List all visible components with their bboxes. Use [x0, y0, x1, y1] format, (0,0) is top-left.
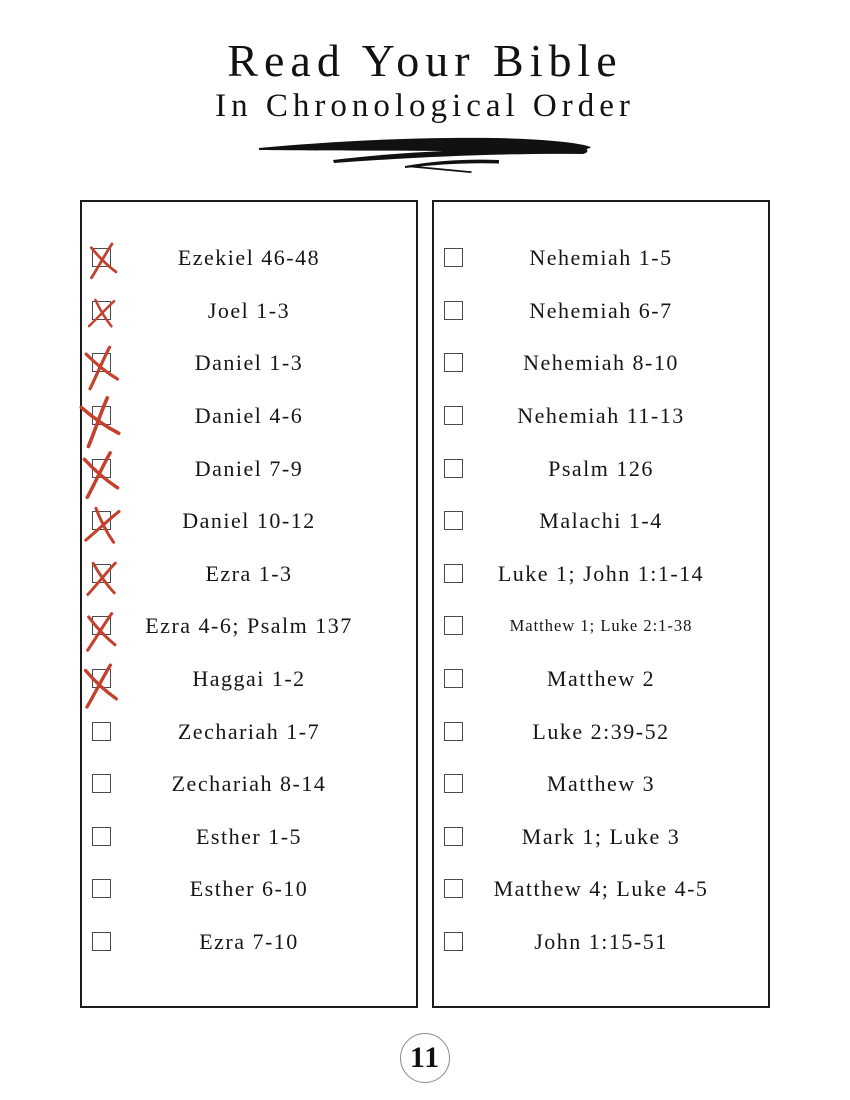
list-item — [82, 863, 416, 916]
list-item — [434, 285, 768, 338]
reading-label: Zechariah 1-7 — [177, 718, 321, 744]
right-reading-list — [432, 200, 770, 1008]
list-item — [434, 495, 768, 548]
reading-label: Daniel 7-9 — [194, 455, 304, 481]
checkbox[interactable] — [444, 774, 463, 793]
checkbox[interactable] — [92, 722, 111, 741]
checkbox[interactable] — [444, 722, 463, 741]
list-item — [434, 232, 768, 285]
checkbox[interactable] — [92, 301, 111, 320]
reading-label: Psalm 126 — [548, 455, 654, 481]
checkbox[interactable] — [92, 511, 111, 530]
reading-label: Haggai 1-2 — [192, 666, 306, 692]
reading-label: Nehemiah 1-5 — [529, 245, 673, 271]
list-item — [82, 916, 416, 969]
reading-label: Zechariah 8-14 — [171, 771, 327, 797]
checkbox[interactable] — [92, 932, 111, 951]
checkbox[interactable] — [92, 616, 111, 635]
list-item — [434, 653, 768, 706]
reading-label: Nehemiah 6-7 — [529, 297, 673, 323]
checkbox[interactable] — [92, 879, 111, 898]
brush-underline-icon — [255, 132, 595, 176]
reading-label: Nehemiah 8-10 — [523, 350, 679, 376]
list-item — [434, 705, 768, 758]
page-number-badge — [400, 1033, 450, 1083]
page-footer — [0, 1033, 850, 1083]
list-item — [82, 232, 416, 285]
list-item — [434, 600, 768, 653]
reading-lists — [0, 200, 850, 1008]
reading-label: Ezekiel 46-48 — [177, 245, 321, 271]
list-item — [434, 916, 768, 969]
page-subtitle: In Chronological Order — [215, 88, 635, 124]
reading-label: Ezra 1-3 — [205, 560, 293, 586]
list-item — [434, 811, 768, 864]
checkbox[interactable] — [92, 564, 111, 583]
reading-label: Matthew 4; Luke 4-5 — [493, 876, 709, 902]
list-item — [82, 600, 416, 653]
list-item — [434, 337, 768, 390]
left-reading-list — [80, 200, 418, 1008]
reading-label: Daniel 4-6 — [194, 403, 304, 429]
checkbox[interactable] — [92, 248, 111, 267]
page-number: 11 — [409, 1041, 441, 1074]
list-item — [434, 548, 768, 601]
list-item — [434, 758, 768, 811]
checkbox[interactable] — [92, 774, 111, 793]
page-header — [0, 0, 850, 176]
reading-label: Ezra 7-10 — [199, 929, 299, 955]
reading-label: John 1:15-51 — [534, 929, 668, 955]
list-item — [82, 705, 416, 758]
checkbox[interactable] — [92, 459, 111, 478]
list-item — [82, 653, 416, 706]
list-item — [82, 337, 416, 390]
checkbox[interactable] — [92, 669, 111, 688]
reading-label: Daniel 10-12 — [182, 508, 316, 534]
reading-label: Daniel 1-3 — [194, 350, 304, 376]
checkbox[interactable] — [444, 511, 463, 530]
checkbox[interactable] — [444, 353, 463, 372]
list-item — [434, 390, 768, 443]
reading-label: Matthew 3 — [546, 771, 656, 797]
reading-label: Mark 1; Luke 3 — [521, 823, 681, 849]
checkbox[interactable] — [444, 827, 463, 846]
list-item — [82, 285, 416, 338]
checkbox[interactable] — [444, 301, 463, 320]
list-item — [82, 495, 416, 548]
reading-label: Joel 1-3 — [207, 297, 291, 323]
checkbox[interactable] — [444, 616, 463, 635]
reading-label: Matthew 1; Luke 2:1-38 — [509, 616, 693, 636]
checkbox[interactable] — [92, 406, 111, 425]
list-item — [82, 390, 416, 443]
list-item — [434, 442, 768, 495]
checkbox[interactable] — [444, 248, 463, 267]
list-item — [82, 811, 416, 864]
list-item — [82, 442, 416, 495]
checkbox[interactable] — [92, 827, 111, 846]
list-item — [434, 863, 768, 916]
reading-label: Matthew 2 — [546, 666, 656, 692]
reading-label: Luke 2:39-52 — [532, 718, 670, 744]
checkbox[interactable] — [444, 879, 463, 898]
checkbox[interactable] — [444, 459, 463, 478]
reading-label: Luke 1; John 1:1-14 — [497, 560, 705, 586]
reading-label: Esther 6-10 — [189, 876, 309, 902]
checkbox[interactable] — [444, 406, 463, 425]
list-item — [82, 548, 416, 601]
checkbox[interactable] — [444, 932, 463, 951]
checkbox[interactable] — [92, 353, 111, 372]
reading-label: Malachi 1-4 — [539, 508, 663, 534]
checkbox[interactable] — [444, 669, 463, 688]
reading-label: Ezra 4-6; Psalm 137 — [145, 613, 353, 639]
page-title: Read Your Bible — [227, 35, 623, 86]
list-item — [82, 758, 416, 811]
reading-label: Nehemiah 11-13 — [517, 403, 685, 429]
checkbox[interactable] — [444, 564, 463, 583]
reading-label: Esther 1-5 — [195, 823, 303, 849]
